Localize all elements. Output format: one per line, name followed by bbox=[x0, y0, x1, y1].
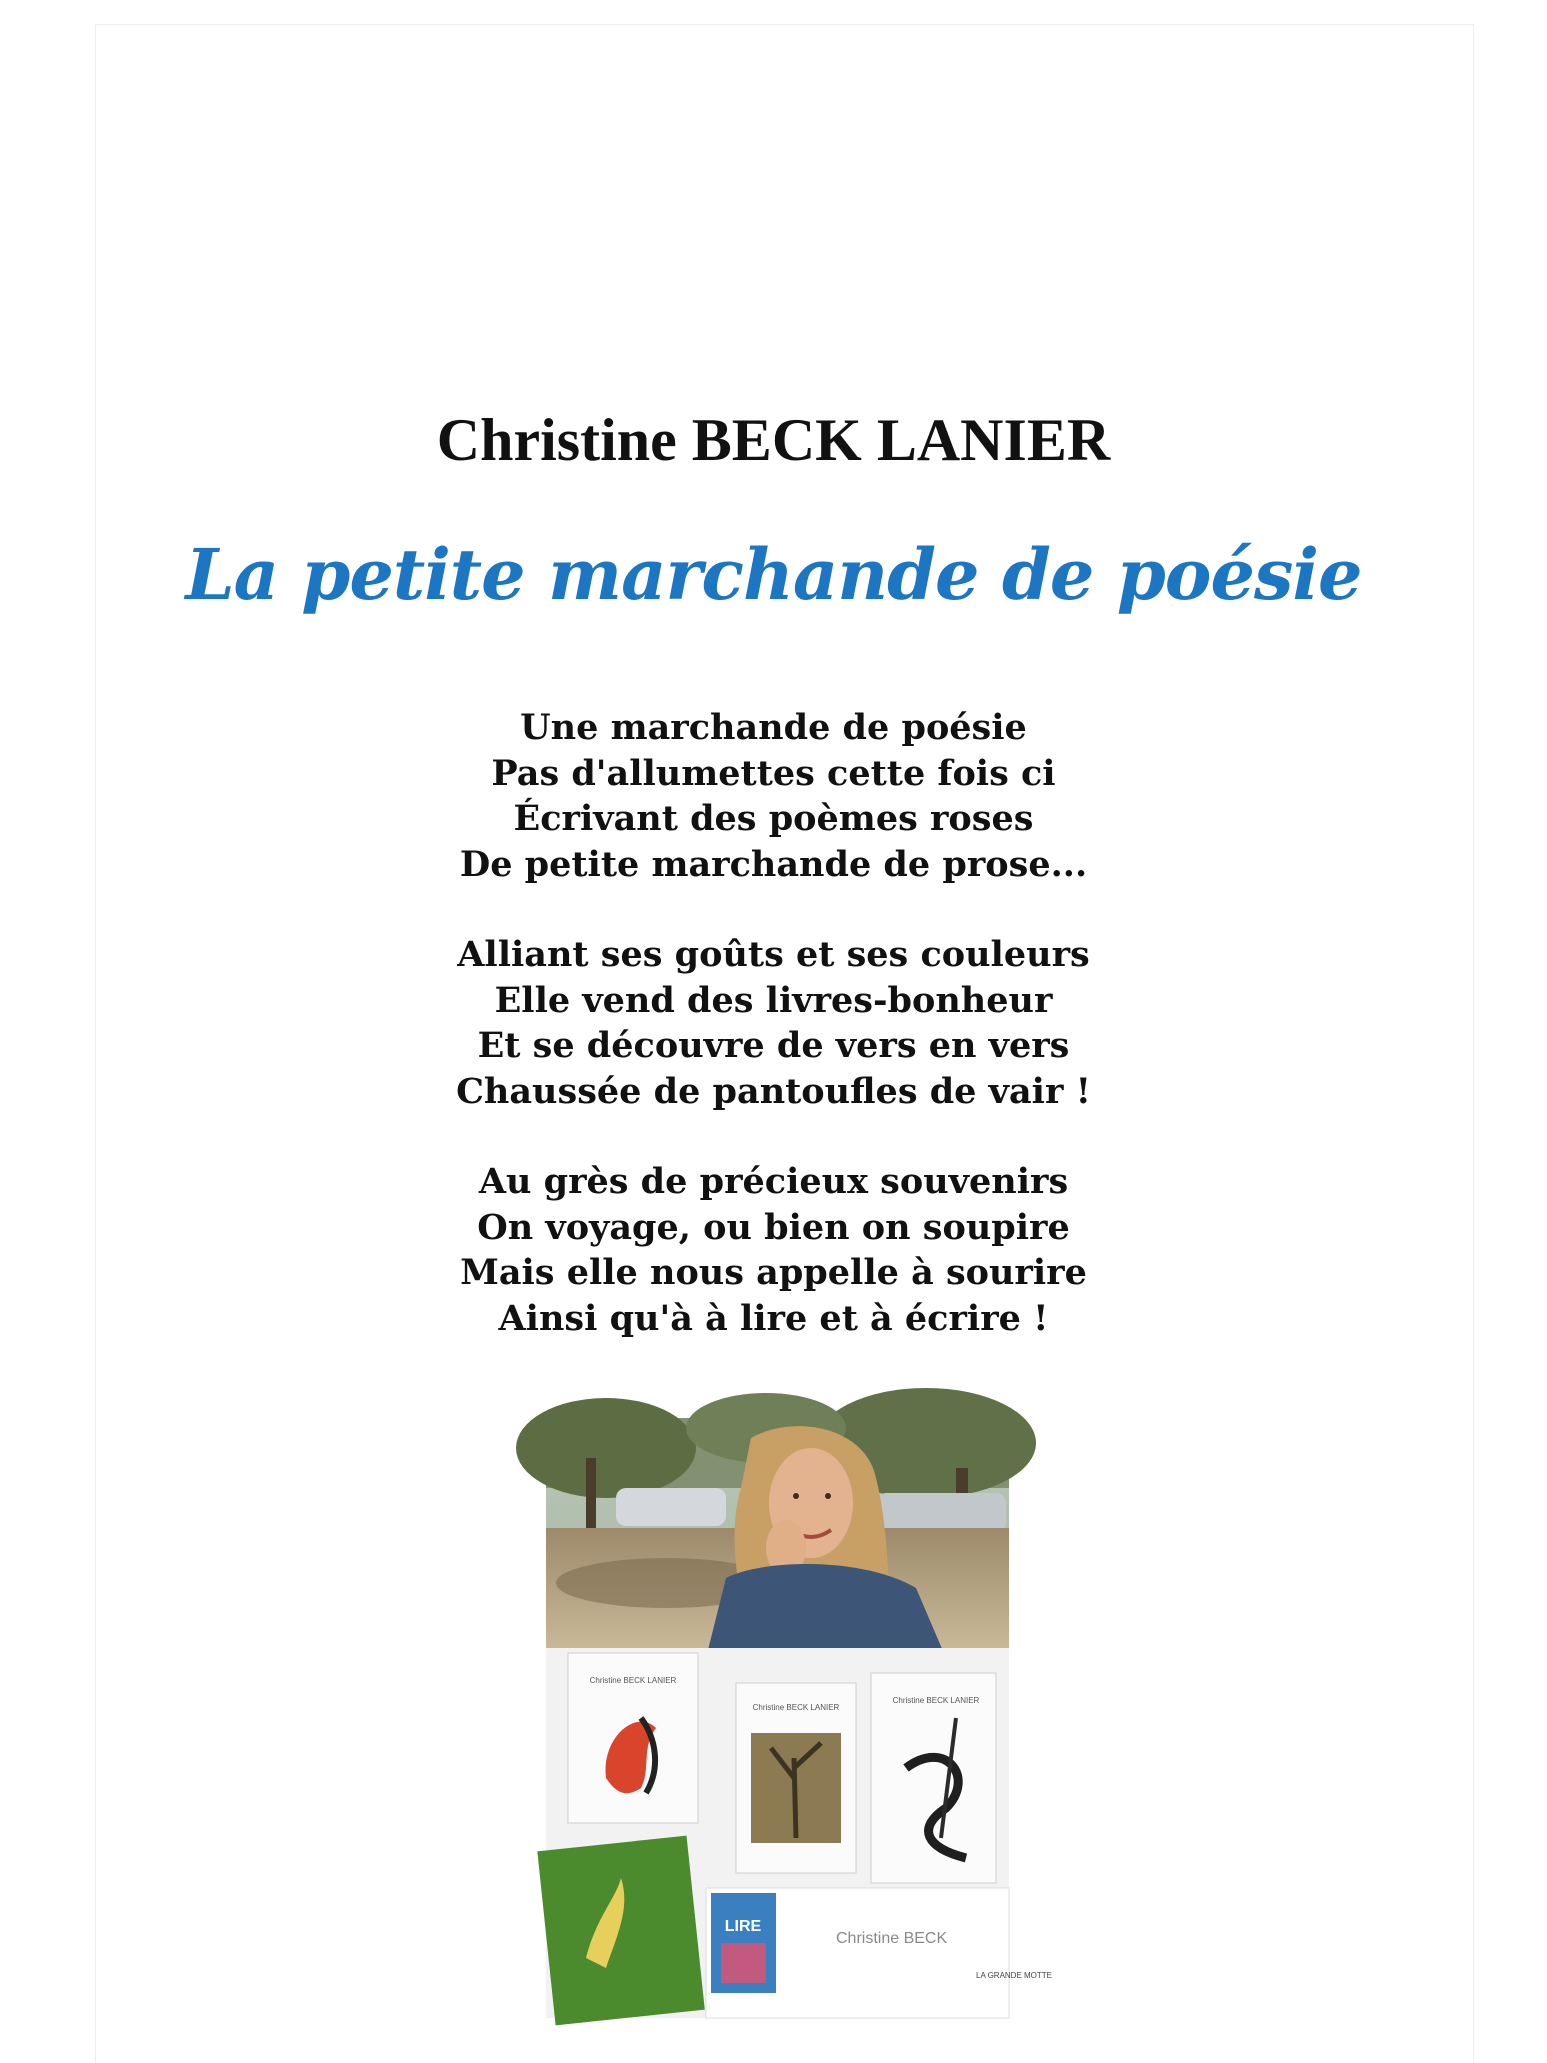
stanza-3 bbox=[0, 1159, 1547, 1341]
author-name: Christine BECK LANIER bbox=[436, 407, 1111, 473]
poem-line: Au grès de précieux souvenirs bbox=[478, 1161, 1069, 1202]
poem-line: Une marchande de poésie bbox=[520, 707, 1027, 748]
poem-line: Elle vend des livres-bonheur bbox=[494, 979, 1053, 1021]
poem-line: De petite marchande de prose... bbox=[459, 843, 1088, 885]
stanza-1 bbox=[0, 705, 1547, 887]
poem-line: Mais elle nous appelle à sourire bbox=[460, 1252, 1087, 1293]
poem-line: Pas d'allumettes cette fois ci bbox=[491, 752, 1056, 794]
author-photo bbox=[546, 1418, 1053, 2018]
sign-label: Christine BECK bbox=[836, 1930, 948, 1947]
poem-line: Chaussée de pantoufles de vair ! bbox=[456, 1070, 1091, 1112]
book-author-label: Christine BECK LANIER bbox=[892, 1696, 980, 1705]
poem-line: Et se découvre de vers en vers bbox=[477, 1025, 1070, 1066]
poem-body bbox=[0, 705, 1547, 1386]
poem-line: Écrivant des poèmes roses bbox=[513, 798, 1034, 839]
poster-label: LIRE bbox=[724, 1918, 762, 1935]
poem-line: On voyage, ou bien on soupire bbox=[477, 1206, 1070, 1248]
book-author-label: Christine BECK LANIER bbox=[589, 1676, 677, 1685]
poem-line: Alliant ses goûts et ses couleurs bbox=[457, 934, 1090, 975]
brand-label: LA GRANDE MOTTE bbox=[976, 1971, 1053, 1980]
poem-title: La petite marchande de poésie bbox=[185, 533, 1362, 616]
poem-line: Ainsi qu'à à lire et à écrire ! bbox=[498, 1297, 1049, 1339]
book-author-label: Christine BECK LANIER bbox=[752, 1703, 840, 1712]
stanza-2 bbox=[0, 932, 1547, 1114]
